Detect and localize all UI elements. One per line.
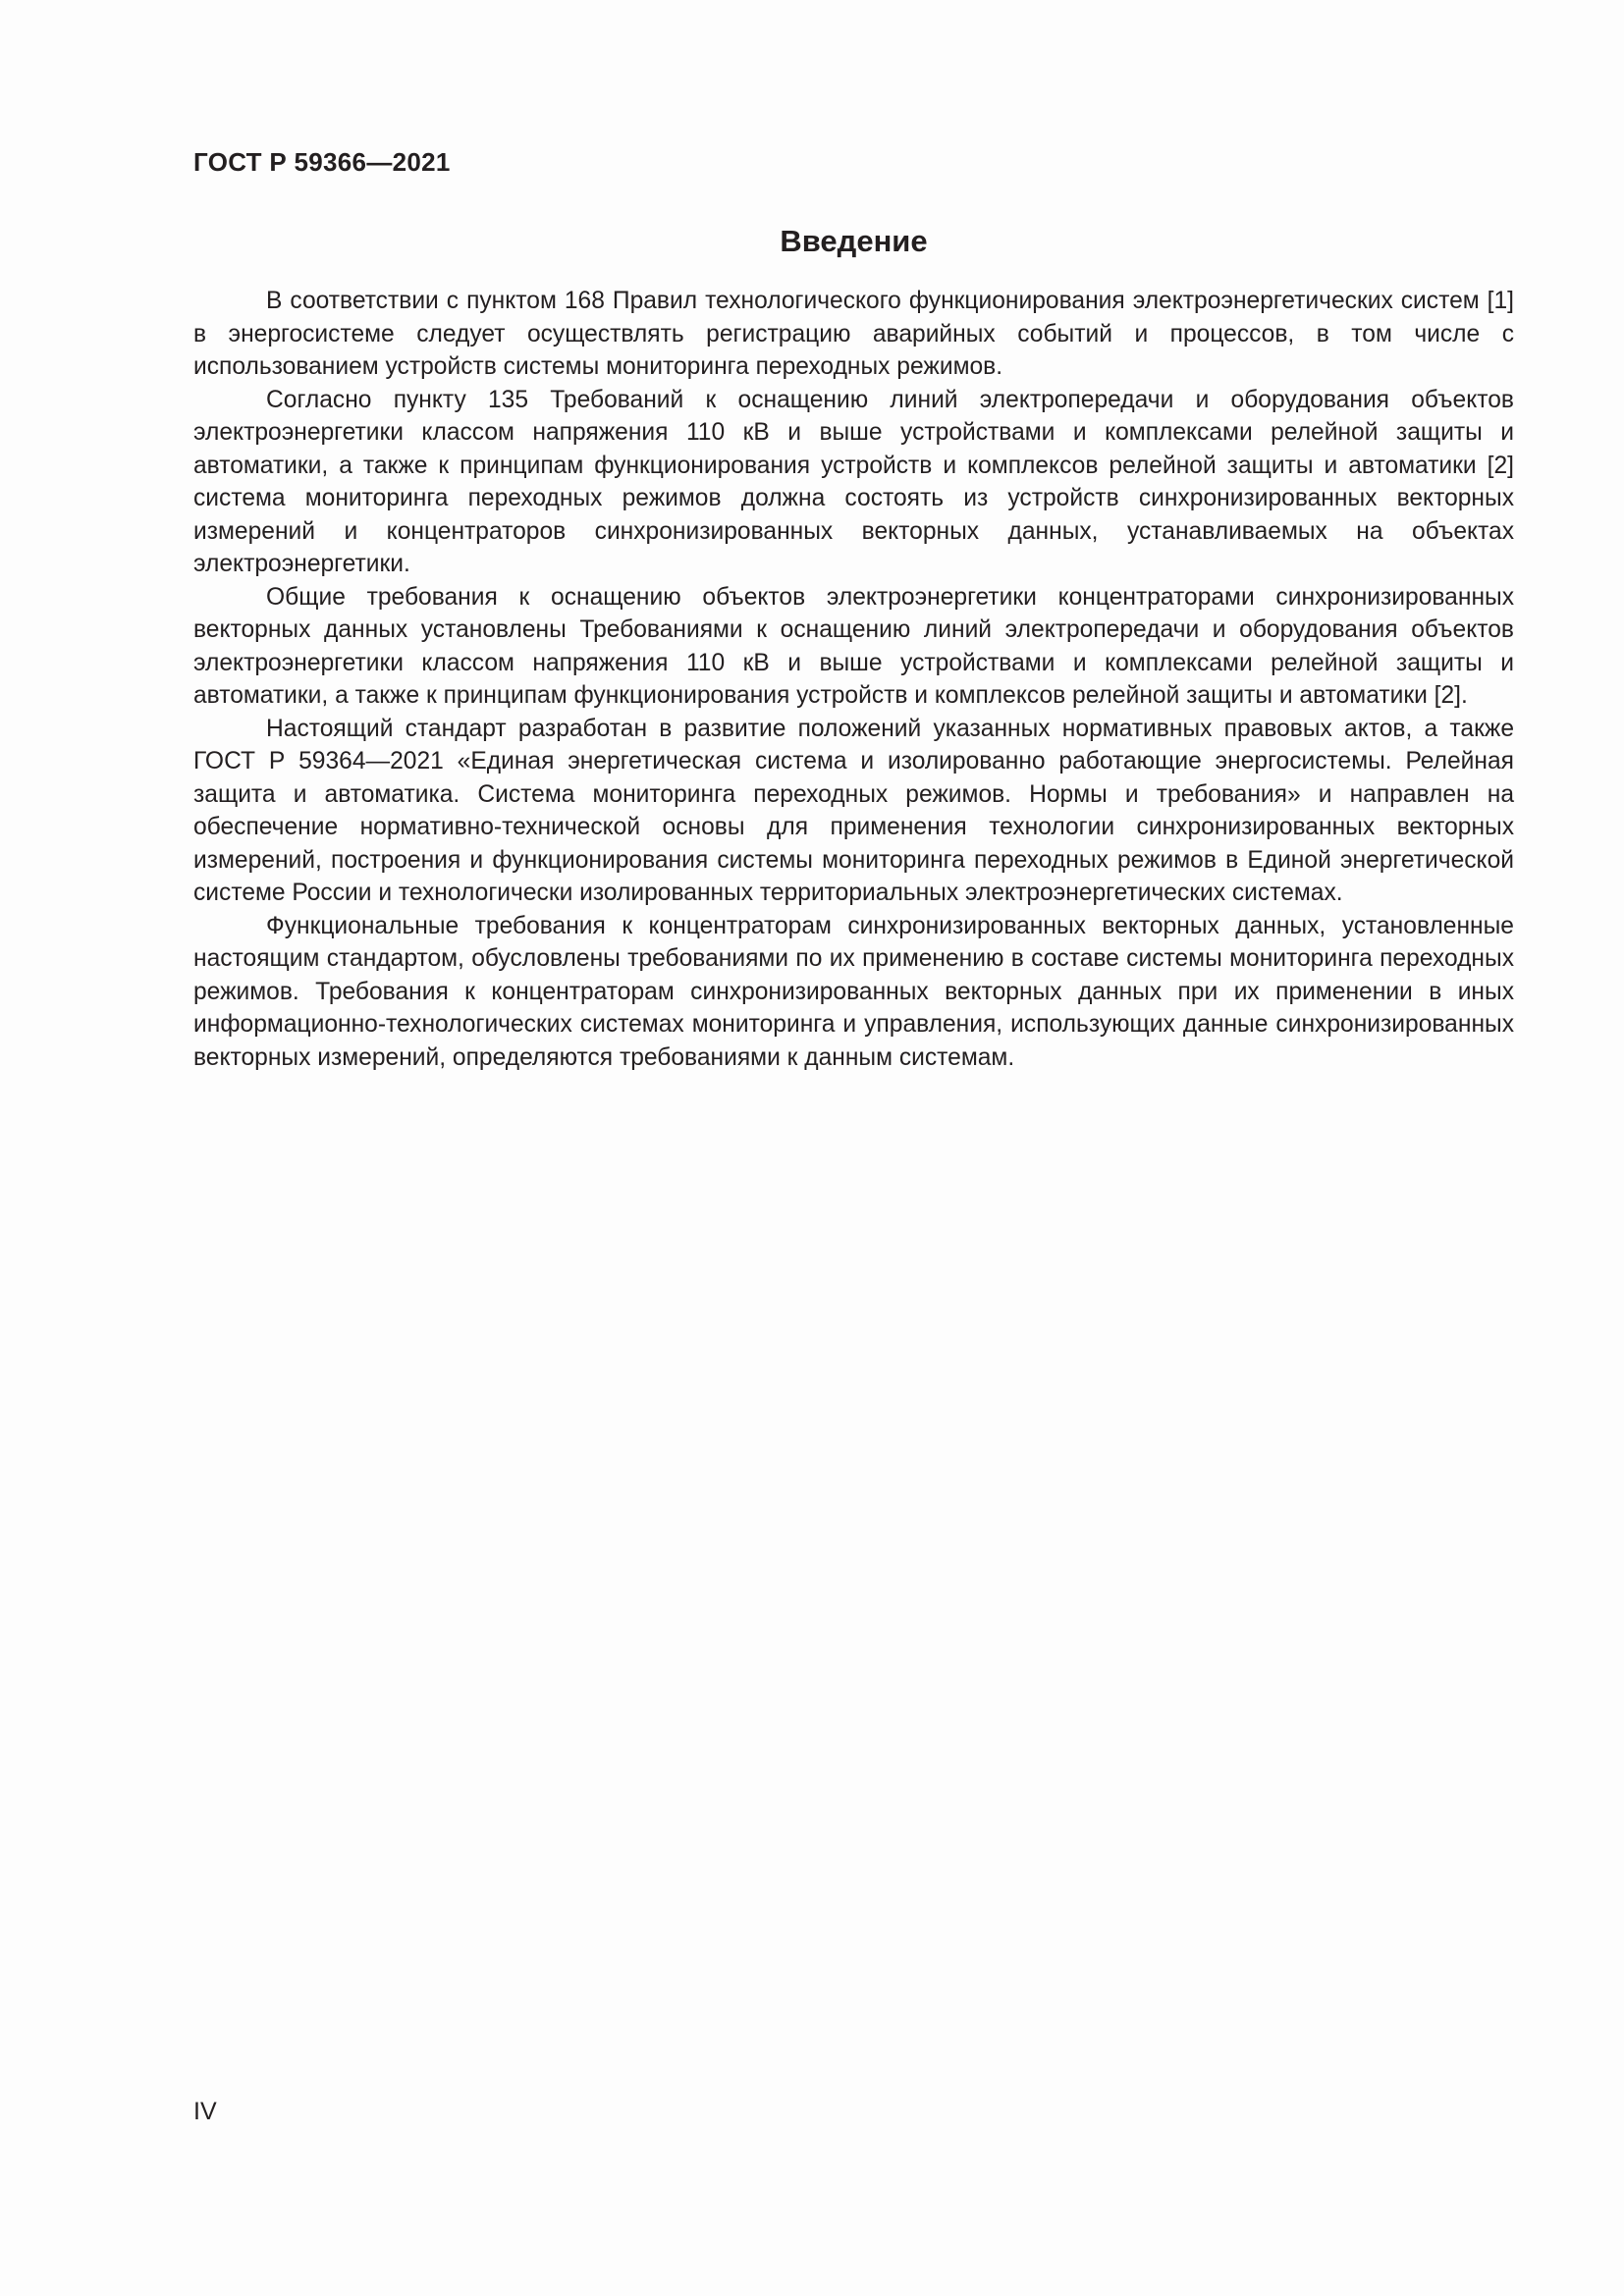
paragraph-1: В соответствии с пунктом 168 Правил технологического функционирования электроэнергетических систем [1] в энергосистеме следует осуществлять регистрацию аварийных событий и процессов, в том числе с использованием устройств системы мониторинга переходных режимов. xyxy=(193,288,1514,380)
paragraph-5: Функциональные требования к концентраторам синхронизированных векторных данных, установленные настоящим стандартом, обусловлены требованиями по их применению в составе системы мониторинга переходных режимов. Требования к концентраторам синхронизированных векторных данных при их применении в иных информационно-технологических системах мониторинга и управления, использующих данные синхронизированных векторных измерений, определяются требованиями к данным системам. xyxy=(193,912,1514,1071)
page-number: IV xyxy=(193,2098,217,2125)
paragraph-3: Общие требования к оснащению объектов электроэнергетики концентраторами синхронизированных векторных данных установлены Требованиями к оснащению линий электропередачи и оборудования объектов электроэнергетики классом напряжения 110 кВ и выше устройствами и комплексами релейной защиты и автоматики, а также к принципам функционирования устройств и комплексов релейной защиты и автоматики [2]. xyxy=(193,583,1514,709)
paragraph-2: Согласно пункту 135 Требований к оснащению линий электропередачи и оборудования объектов электроэнергетики классом напряжения 110 кВ и выше устройствами и комплексами релейной защиты и автоматики, а также к принципам функционирования устройств и комплексов релейной защиты и автоматики [2] система мониторинга переходных режимов должна состоять из устройств синхронизированных векторных измерений и концентраторов синхронизированных векторных данных, устанавливаемых на объектах электроэнергетики. xyxy=(193,386,1514,577)
introduction-body xyxy=(193,285,1514,1074)
document-id-header: ГОСТ Р 59366—2021 xyxy=(193,147,451,177)
section-title: Введение xyxy=(780,224,928,258)
paragraph-4: Настоящий стандарт разработан в развитие положений указанных нормативных правовых актов, а также ГОСТ Р 59364—2021 «Единая энергетическая система и изолированно работающие энергосистемы. Релейная защита и автоматика. Система мониторинга переходных режимов. Нормы и требования» и направлен на обеспечение нормативно-технической основы для применения технологии синхронизированных векторных измерений, построения и функционирования системы мониторинга переходных режимов в Единой энергетической системе России и технологически изолированных территориальных электроэнергетических системах. xyxy=(193,715,1514,906)
